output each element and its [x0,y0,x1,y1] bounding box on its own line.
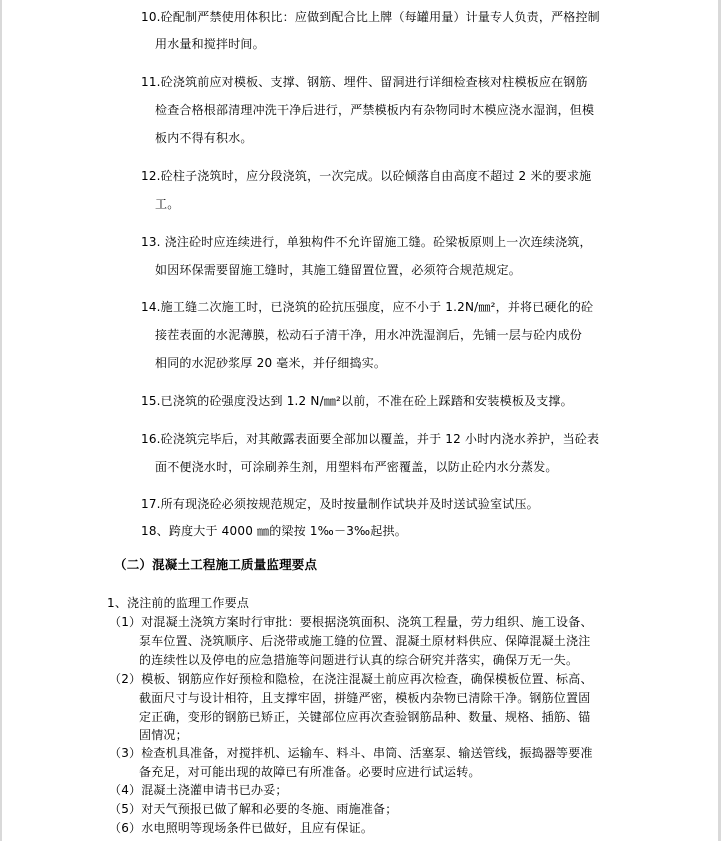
item-11-line-2: 检查合格根部清理冲洗干净后进行，严禁模板内有杂物同时木模应浇水湿润，但模 [155,103,595,117]
subitem-1-line-2: 泵车位置、浇筑顺序、后浇带或施工缝的位置、混凝土原材料供应、保障混凝土浇注 [139,634,591,648]
subsection-title: 1、浇注前的监理工作要点 [107,596,250,610]
item-10-line-1: 10.砼配制严禁使用体积比：应做到配合比上牌（每罐用量）计量专人负责，严格控制 [141,10,600,24]
subitem-4-line-1: （4）混凝土浇灌申请书已办妥； [109,783,288,797]
item-12-line-2: 工。 [155,197,180,211]
subitem-2-line-3: 定正确，变形的钢筋已矫正，关键部位应再次查验钢筋品种、数量、规格、插筋、锚 [139,710,591,724]
item-14-line-3: 相同的水泥砂浆厚 20 毫米，并仔细捣实。 [155,356,387,370]
subitem-2-line-2: 截面尺寸与设计相符，且支撑牢固，拼缝严密，模板内杂物已清除干净。钢筋位置固 [139,691,591,705]
item-16-line-1: 16.砼浇筑完毕后，对其敞露表面要全部加以覆盖，并于 12 小时内浇水养护，当砼表 [141,432,600,446]
item-14-line-2: 接茬表面的水泥薄膜，松动石子清干净，用水冲洗湿润后，先铺一层与砼内成份 [155,328,583,342]
item-15-line-1: 15.已浇筑的砼强度没达到 1.2 N/㎜²以前，不准在砼上踩踏和安装模板及支撑。 [141,394,573,408]
item-17-line-1: 17.所有现浇砼必须按规范规定，及时按量制作试块并及时送试验室试压。 [141,497,539,511]
item-16-line-2: 面不便浇水时，可涂刷养生剂，用塑料布严密覆盖，以防止砼内水分蒸发。 [155,460,558,474]
subitem-1-line-1: （1）对混凝土浇筑方案时行审批：要根据浇筑面积、浇筑工程量，劳力组织、施工设备、 [109,615,593,629]
item-13-line-2: 如因环保需要留施工缝时，其施工缝留置位置，必须符合规范规定。 [155,263,522,277]
subitem-2-line-1: （2）模板、钢筋应作好预检和隐检，在浇注混凝土前应再次检查，确保模板位置、标高、 [109,672,593,686]
item-14-line-1: 14.施工缝二次施工时，已浇筑的砼抗压强度，应不小于 1.2N/㎜²，并将已硬化的砼 [141,300,594,314]
item-18-line-1: 18、跨度大于 4000 ㎜的梁按 1‰－3‰起拱。 [141,524,407,538]
subitem-6-line-1: （6）水电照明等现场条件已做好，且应有保证。 [109,821,374,835]
item-13-line-1: 13. 浇注砼时应连续进行，单独构件不允许留施工缝。砼梁板原则上一次连续浇筑， [141,235,592,249]
subitem-5-line-1: （5）对天气预报已做了解和必要的冬施、雨施准备； [109,802,398,816]
subitem-3-line-1: （3）检查机具准备，对搅拌机、运输车、料斗、串筒、活塞泵、输送管线，振捣器等要准 [109,746,593,760]
subitem-3-line-2: 备充足，对可能出现的故障已有所准备。必要时应进行试运转。 [139,765,481,779]
subitem-1-line-3: 的连续性以及停电的应急措施等问题进行认真的综合研究并落实，确保万无一失。 [139,653,579,667]
item-12-line-1: 12.砼柱子浇筑时，应分段浇筑，一次完成。以砼倾落自由高度不超过 2 米的要求施 [141,169,592,183]
item-11-line-1: 11.砼浇筑前应对模板、支撑、钢筋、埋件、留洞进行详细检查核对柱模板应在钢筋 [141,75,588,89]
item-11-line-3: 板内不得有积水。 [155,131,253,145]
page-edge-left [0,0,2,841]
subitem-2-line-4: 固情况； [139,728,188,742]
item-10-line-2: 用水量和搅拌时间。 [155,37,265,51]
section-heading: （二）混凝土工程施工质量监理要点 [114,557,318,572]
